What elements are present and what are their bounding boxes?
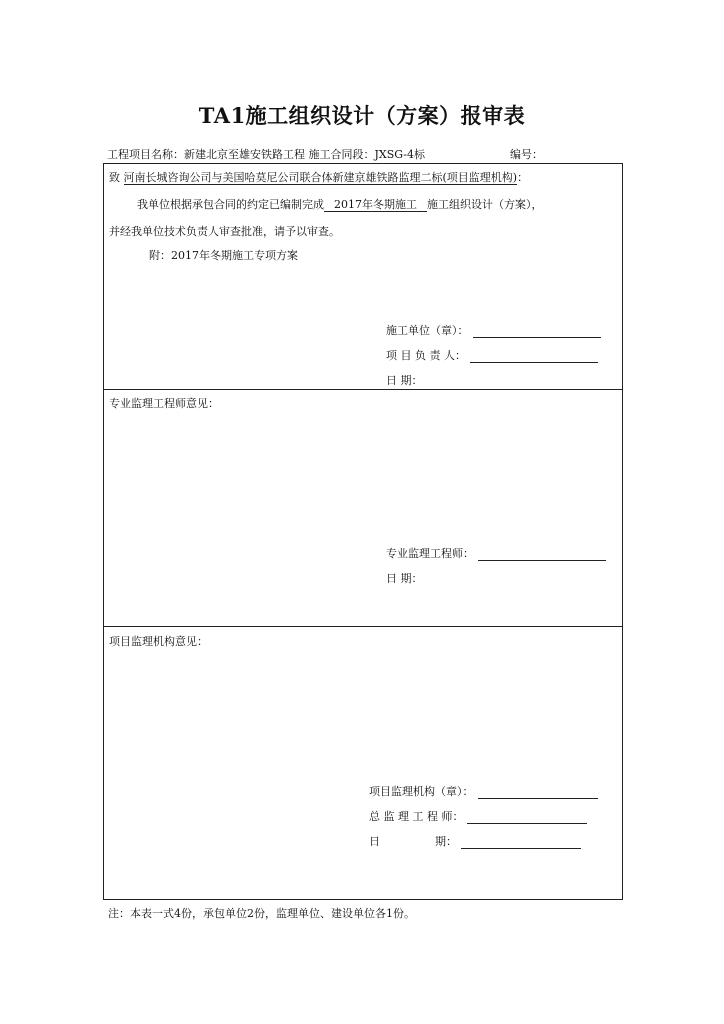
- section-submission: [104, 164, 622, 390]
- sign-date-2: 日 期：: [386, 572, 423, 585]
- sign-manager: [386, 347, 598, 363]
- body-prefix: 我单位根据承包合同的约定已编制完成: [137, 198, 324, 211]
- contract-value: JXSG-4标: [374, 148, 425, 161]
- header-project-info: [107, 146, 425, 162]
- engineer-opinion-heading: 专业监理工程师意见：: [109, 397, 219, 410]
- body-line-1: [137, 196, 543, 212]
- attachment-line: 附：2017年冬期施工专项方案: [149, 249, 298, 262]
- body-line-2: 并经我单位技术负责人审查批准，请予以审查。: [109, 225, 340, 238]
- sign-date-3-line: [461, 836, 581, 849]
- contract-label: 施工合同段：: [308, 148, 375, 161]
- sign-date-3: [369, 833, 581, 849]
- project-label: 工程项目名称：: [107, 148, 184, 161]
- addressee-value: 河南长城咨询公司与美国哈莫尼公司联合体新建京雄铁路监理二标(项目监理机构): [123, 171, 518, 184]
- review-form: [103, 163, 623, 900]
- number-label: 编号：: [510, 148, 543, 161]
- sign-engineer: [386, 545, 606, 561]
- section-engineer-opinion: [104, 390, 622, 627]
- addressee-colon: ：: [517, 171, 529, 184]
- sign-date-3-label-2: 期：: [435, 835, 457, 848]
- addressee-line: [109, 169, 528, 185]
- sign-engineer-label: 专业监理工程师：: [386, 547, 474, 560]
- sign-chief-label: 总 监 理 工 程 师：: [369, 810, 464, 823]
- sign-engineer-line: [478, 548, 606, 561]
- form-title: TA1施工组织设计（方案）报审表: [198, 103, 526, 128]
- sign-unit-line: [473, 325, 601, 338]
- section-org-opinion: [104, 627, 622, 901]
- org-opinion-heading: 项目监理机构意见：: [109, 635, 208, 648]
- project-name: 新建北京至雄安铁路工程: [184, 148, 305, 161]
- sign-date-1: 日 期：: [386, 374, 423, 387]
- sign-org-line: [478, 786, 598, 799]
- sign-org-label: 项目监理机构（章）：: [369, 785, 474, 798]
- sign-manager-label: 项 目 负 责 人：: [386, 349, 466, 362]
- sign-date-3-label-1: 日: [369, 835, 380, 848]
- footnote: 注：本表一式4份，承包单位2份，监理单位、建设单位各1份。: [108, 907, 415, 920]
- sign-org: [369, 783, 598, 799]
- body-suffix: 施工组织设计（方案），: [427, 198, 543, 211]
- sign-unit: [386, 322, 601, 338]
- sign-chief-line: [467, 811, 587, 824]
- body-fill: 2017年冬期施工: [324, 198, 427, 212]
- addressee-label: 致: [109, 171, 120, 184]
- sign-unit-label: 施工单位（章）：: [386, 324, 469, 337]
- sign-manager-line: [470, 350, 598, 363]
- sign-chief: [369, 808, 587, 824]
